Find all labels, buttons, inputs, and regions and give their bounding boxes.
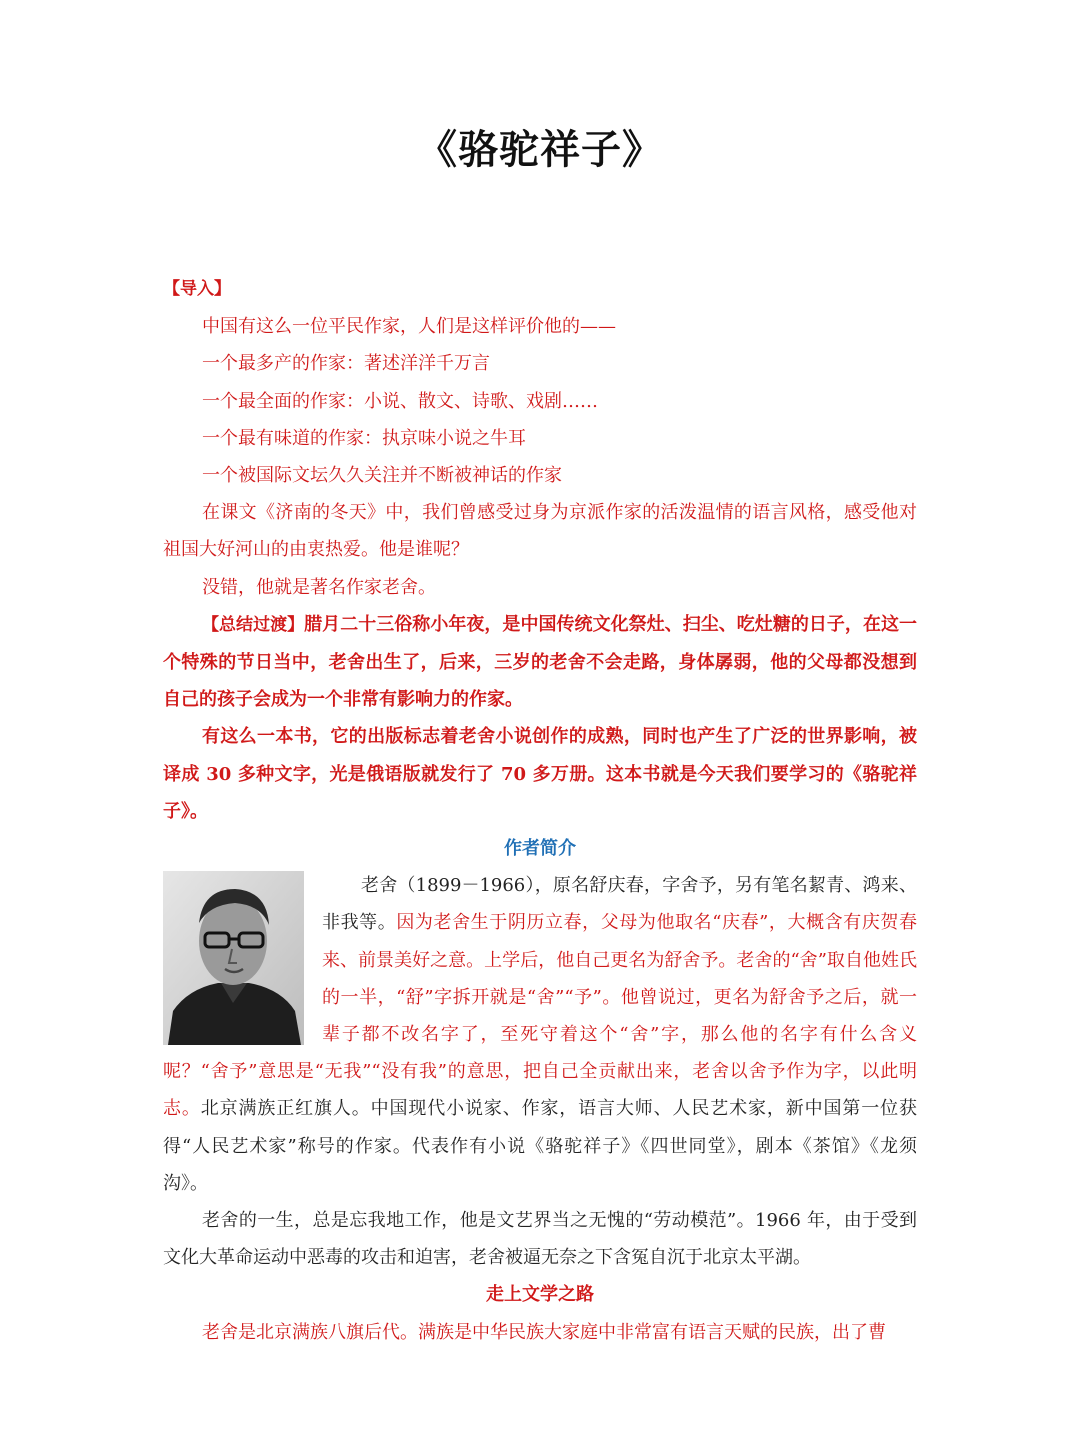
author-bio-intro: 老舍（1899－1966），原名舒庆春，字舍予，另有笔名絜青、鸿来、非我等。 xyxy=(322,875,917,934)
intro-line-4: 一个最有味道的作家：执京味小说之牛耳 xyxy=(202,427,526,449)
intro-answer: 没错，他就是著名作家老舍。 xyxy=(202,576,436,598)
literature-road-heading: 走上文学之路 xyxy=(486,1284,594,1306)
intro-paragraph-winter: 在课文《济南的冬天》中，我们曾感受过身为京派作家的活泼温情的语言风格，感受他对祖国大好河山的由衷热爱。他是谁呢？ xyxy=(163,502,917,561)
book-paragraph: 有这么一本书，它的出版标志着老舍小说创作的成熟，同时也产生了广泛的世界影响，被译成 30 多种文字，光是俄语版就发行了 70 多万册。这本书就是今天我们要学习的《骆驼祥子》。 xyxy=(163,726,917,822)
intro-tag-line xyxy=(163,270,917,308)
intro-line-3: 一个最全面的作家：小说、散文、诗歌、戏剧…… xyxy=(202,390,598,412)
author-life-paragraph: 老舍的一生，总是忘我地工作，他是文艺界当之无愧的“劳动模范”。1966 年，由于受到文化大革命运动中恶毒的攻击和迫害，老舍被逼无奈之下含冤自沉于北京太平湖。 xyxy=(163,1210,917,1269)
author-heading: 作者简介 xyxy=(504,838,576,860)
summary-tag: 【总结过渡】 xyxy=(202,614,305,635)
intro-line-1: 中国有这么一位平民作家，人们是这样评价他的—— xyxy=(202,316,616,338)
literature-road-paragraph: 老舍是北京满族八旗后代。满族是中华民族大家庭中非常富有语言天赋的民族，出了曹 xyxy=(202,1321,886,1343)
intro-line-2: 一个最多产的作家：著述洋洋千万言 xyxy=(202,353,490,375)
author-photo xyxy=(163,871,304,1045)
page-title: 《骆驼祥子》 xyxy=(417,127,663,173)
intro-tag: 【导入】 xyxy=(163,279,231,299)
document-body xyxy=(163,270,917,1351)
author-bio-works: 北京满族正红旗人。中国现代小说家、作家，语言大师、人民艺术家，新中国第一位获得“人民艺术家”称号的作家。代表作有小说《骆驼祥子》《四世同堂》，剧本《茶馆》《龙须沟》。 xyxy=(163,1098,918,1194)
summary-paragraph xyxy=(163,606,917,719)
author-name-meaning: 因为老舍生于阴历立春，父母为他取名“庆春”，大概含有庆贺春来、前景美好之意。上学后，他自己更名为舒舍予。老舍的“舍”取自他姓氏的一半，“舒”字拆开就是“舍”“予”。他曾说过，更名为舒舍予之后，就一辈子都不改名字了，至死守着这个“舍”字，那么他的名字有什么含义呢？“舍予”意思是“无我”“没有我”的意思，把自己全贡献出来，老舍以舍予作为字，以此明志。 xyxy=(163,912,917,1120)
summary-text: 腊月二十三俗称小年夜，是中国传统文化祭灶、扫尘、吃灶糖的日子，在这一个特殊的节日当中，老舍出生了，后来，三岁的老舍不会走路，身体孱弱，他的父母都没想到自己的孩子会成为一个非常有影响力的作家。 xyxy=(163,613,917,711)
portrait-image xyxy=(163,871,304,1045)
intro-line-5: 一个被国际文坛久久关注并不断被神话的作家 xyxy=(202,465,562,487)
